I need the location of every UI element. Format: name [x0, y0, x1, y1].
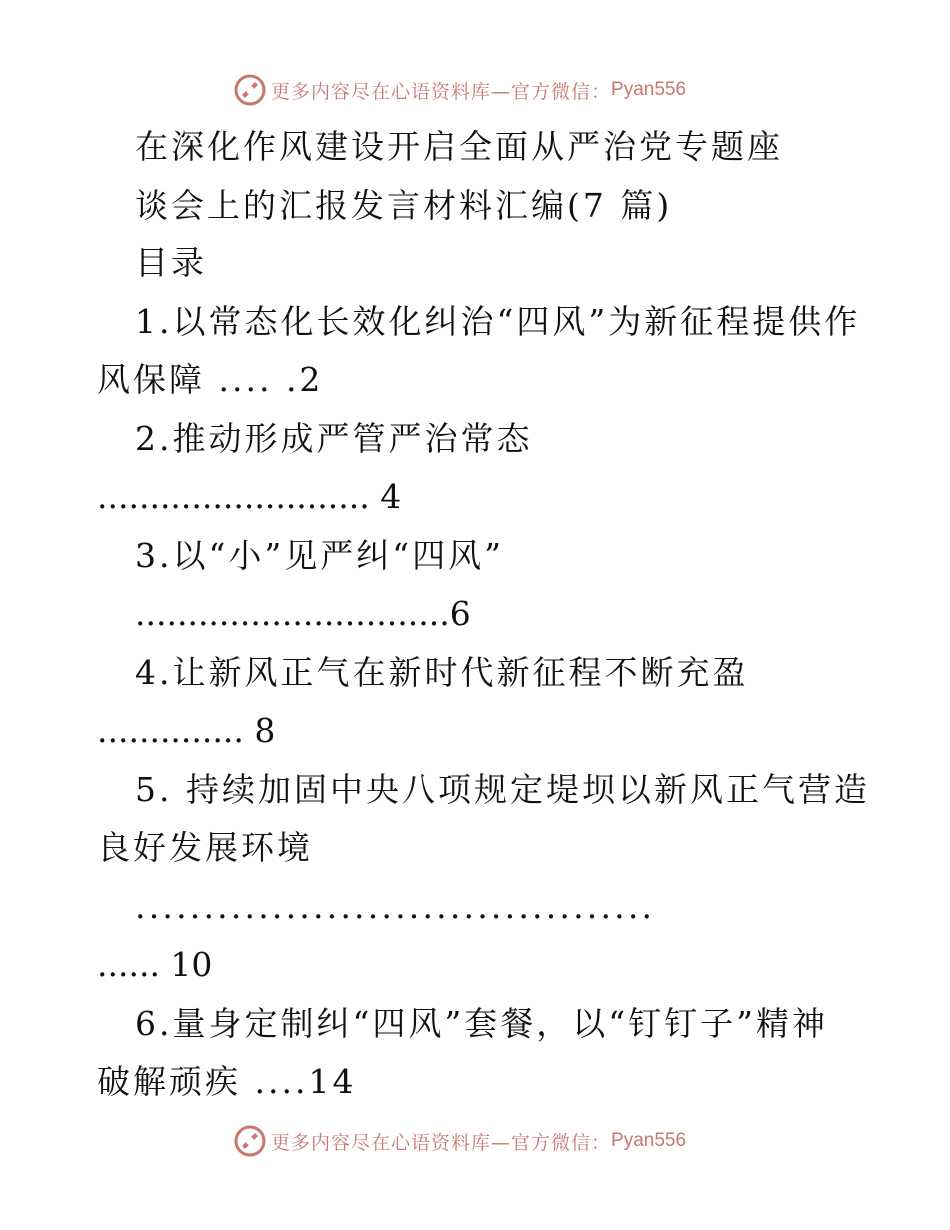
- logo-icon: [233, 1124, 267, 1158]
- logo-icon: [233, 73, 267, 107]
- doc-title-line-2: 谈会上的汇报发言材料汇编(7 篇): [135, 186, 673, 225]
- toc-entry-5-dots-cont: ...... 10: [97, 945, 213, 984]
- doc-title-line-1: 在深化作风建设开启全面从严治党专题座: [135, 127, 783, 166]
- watermark-text: 更多内容尽在心语资料库—官方微信：: [271, 80, 612, 103]
- watermark-header: [233, 70, 686, 110]
- toc-entry-4: 4.让新风正气在新时代新征程不断充盈: [135, 653, 749, 692]
- toc-entry-1: 1.以常态化长效化纠治“四风”为新征程提供作: [135, 302, 861, 341]
- toc-entry-4-dots: .............. 8: [97, 711, 276, 750]
- watermark-id: Pyan556: [611, 79, 687, 100]
- toc-entry-2-dots: .......................... 4: [97, 477, 402, 516]
- watermark-footer: [233, 1121, 686, 1161]
- toc-heading: 目录: [135, 243, 207, 282]
- toc-entry-1-cont: 风保障 .... .2: [97, 360, 324, 399]
- toc-entry-3: 3.以“小”见严纠“四风”: [135, 536, 504, 575]
- toc-entry-6: 6.量身定制纠“四风”套餐，以“钉钉子”精神: [135, 1004, 828, 1043]
- toc-entry-3-dots: ..............................6: [135, 594, 471, 633]
- toc-entry-6-cont: 破解顽疾 ....14: [97, 1062, 357, 1101]
- watermark-text: 更多内容尽在心语资料库—官方微信：: [271, 1131, 612, 1154]
- toc-entry-5-dots: ......................................: [135, 887, 656, 926]
- toc-entry-5-cont: 良好发展环境: [97, 828, 313, 867]
- watermark-id: Pyan556: [611, 1130, 687, 1151]
- toc-entry-2: 2.推动形成严管严治常态: [135, 419, 533, 458]
- toc-entry-5: 5. 持续加固中央八项规定堤坝以新风正气营造: [135, 770, 870, 809]
